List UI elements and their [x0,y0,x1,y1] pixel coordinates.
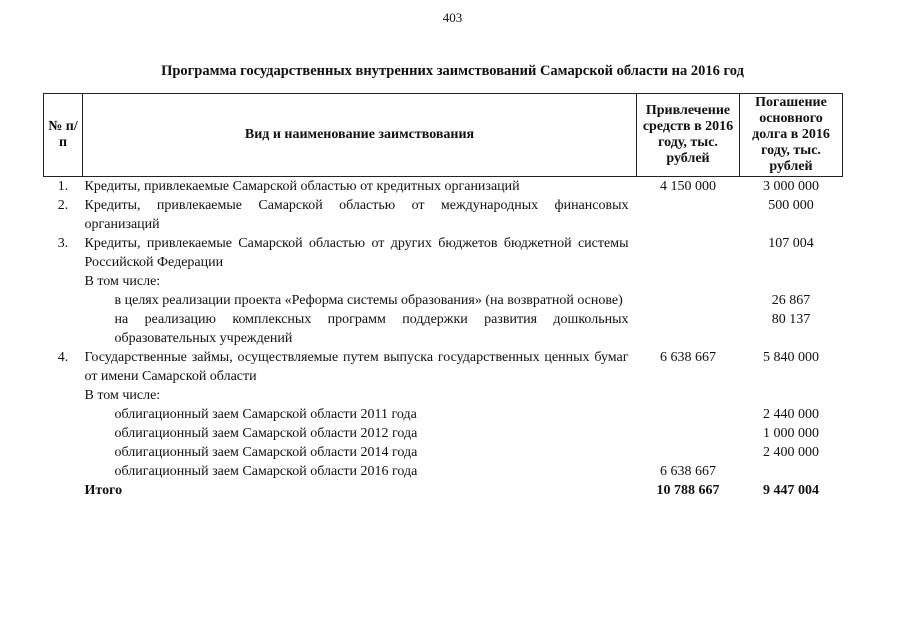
header-name: Вид и наименование заимствования [83,94,637,177]
row-repayment: 2 440 000 [763,407,819,422]
row-attraction [637,424,740,443]
row-description: в целях реализации проекта «Реформа системы образования» (на возвратной основе) [114,293,623,308]
row-description: В том числе: [84,388,161,403]
table-row [44,196,843,234]
row-number [44,443,83,462]
table-row [44,405,843,424]
row-number [44,310,83,348]
row-number [44,272,83,291]
total-row [44,481,843,500]
row-attraction: 6 638 667 [660,464,716,479]
table-row [44,424,843,443]
row-description: облигационный заем Самарской области 2014 года [114,445,418,460]
table-row [44,234,843,272]
row-number [44,462,83,481]
table-row [44,291,843,310]
row-repayment: 107 004 [768,236,814,251]
row-repayment [740,386,843,405]
row-number: 2. [57,198,69,213]
row-number [44,424,83,443]
row-attraction [637,386,740,405]
total-number [44,481,83,500]
row-description: на реализацию комплексных программ поддержки развития дошкольных образовательных учреждений [114,312,629,346]
total-attraction: 10 788 667 [656,483,720,498]
row-attraction [637,310,740,348]
row-attraction [637,234,740,272]
table-row [44,177,843,197]
row-number [44,291,83,310]
header-number: № п/п [44,94,83,177]
row-description: облигационный заем Самарской области 2012 года [114,426,418,441]
row-attraction: 4 150 000 [660,179,716,194]
row-repayment: 26 867 [771,293,811,308]
document-title: Программа государственных внутренних заимствований Самарской области на 2016 год [161,63,744,79]
row-number: 4. [57,350,69,365]
table-row [44,443,843,462]
row-repayment: 1 000 000 [763,426,819,441]
row-repayment: 3 000 000 [763,179,819,194]
row-attraction [637,196,740,234]
total-label: Итого [84,483,123,498]
row-attraction: 6 638 667 [660,350,716,365]
row-repayment: 80 137 [771,312,811,327]
table-body [44,177,843,501]
row-description: Кредиты, привлекаемые Самарской областью от кредитных организаций [84,179,520,194]
row-repayment: 5 840 000 [763,350,819,365]
table-row [44,386,843,405]
row-attraction [637,291,740,310]
table-row [44,348,843,386]
row-attraction [637,272,740,291]
row-description: Кредиты, привлекаемые Самарской областью от других бюджетов бюджетной системы Российской Федерации [84,236,629,270]
row-number: 1. [57,179,69,194]
header-attraction: Привлечение средств в 2016 году, тыс. рублей [637,94,740,177]
row-attraction [637,405,740,424]
row-number [44,386,83,405]
row-repayment [740,272,843,291]
total-repayment: 9 447 004 [763,483,819,498]
row-description: Государственные займы, осуществляемые путем выпуска государственных ценных бумаг от имени Самарской области [84,350,629,384]
table-row [44,272,843,291]
table-row [44,462,843,481]
table-row [44,310,843,348]
row-number [44,405,83,424]
row-description: В том числе: [84,274,161,289]
row-number: 3. [57,236,69,251]
table-header [44,94,843,177]
row-description: облигационный заем Самарской области 2016 года [114,464,418,479]
borrowings-table [43,93,843,500]
row-repayment: 500 000 [768,198,814,213]
header-repayment: Погашение основного долга в 2016 году, тыс. рублей [740,94,843,177]
row-repayment: 2 400 000 [763,445,819,460]
row-description: Кредиты, привлекаемые Самарской областью от международных финансовых организаций [84,198,629,232]
row-description: облигационный заем Самарской области 2011 года [114,407,417,422]
page-number: 403 [442,10,463,25]
row-attraction [637,443,740,462]
row-repayment [740,462,843,481]
